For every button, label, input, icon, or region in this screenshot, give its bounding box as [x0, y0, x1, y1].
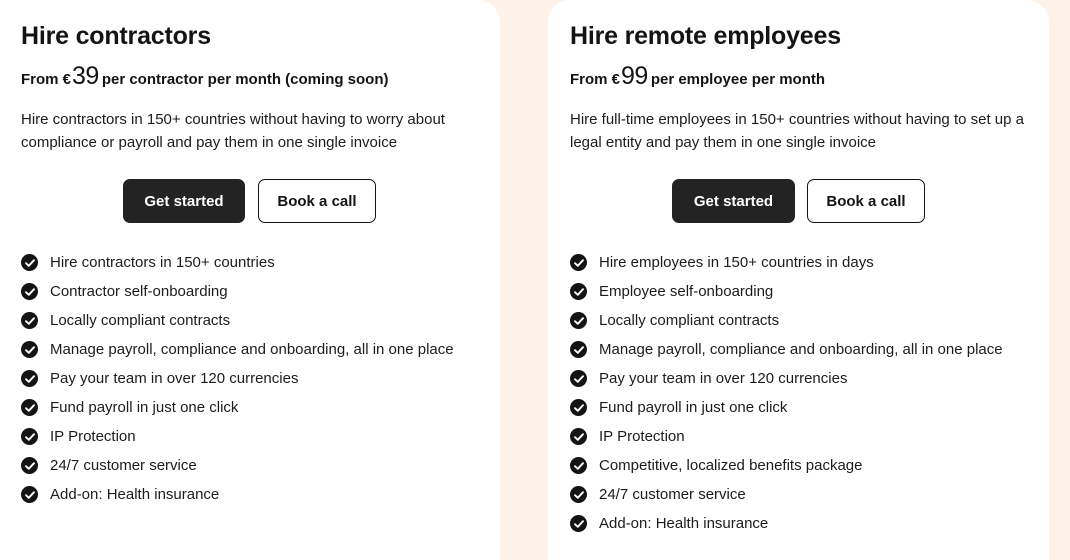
- price-prefix: From €: [21, 71, 72, 88]
- feature-label: Manage payroll, compliance and onboarding, all in one place: [50, 341, 454, 358]
- check-circle-icon: [570, 283, 587, 300]
- feature-label: Hire employees in 150+ countries in days: [599, 254, 874, 271]
- feature-label: Pay your team in over 120 currencies: [50, 370, 299, 387]
- check-circle-icon: [570, 486, 587, 503]
- feature-item: [21, 306, 454, 335]
- check-circle-icon: [21, 457, 38, 474]
- feature-item: [21, 248, 454, 277]
- feature-label: Manage payroll, compliance and onboarding, all in one place: [599, 341, 1003, 358]
- feature-label: IP Protection: [599, 428, 685, 445]
- get-started-button[interactable]: Get started: [123, 179, 245, 223]
- feature-item: [570, 422, 1003, 451]
- price-suffix: per employee per month: [650, 71, 826, 88]
- plan-description: Hire contractors in 150+ countries without having to worry about compliance or payroll and pay them in one single invoice: [21, 111, 445, 151]
- check-circle-icon: [21, 370, 38, 387]
- feature-label: Add-on: Health insurance: [599, 515, 769, 532]
- check-circle-icon: [570, 312, 587, 329]
- feature-label: Fund payroll in just one click: [50, 399, 239, 416]
- feature-label: 24/7 customer service: [599, 486, 746, 503]
- feature-label: Hire contractors in 150+ countries: [50, 254, 275, 271]
- feature-list: [570, 248, 1003, 538]
- check-circle-icon: [21, 428, 38, 445]
- plan-price: [570, 62, 825, 91]
- feature-item: [21, 451, 454, 480]
- feature-label: Pay your team in over 120 currencies: [599, 370, 848, 387]
- plan-card-employees: [548, 0, 1049, 560]
- feature-item: [21, 364, 454, 393]
- check-circle-icon: [21, 486, 38, 503]
- feature-item: [570, 306, 1003, 335]
- check-circle-icon: [570, 457, 587, 474]
- feature-item: [570, 393, 1003, 422]
- get-started-button[interactable]: Get started: [672, 179, 795, 223]
- check-circle-icon: [21, 399, 38, 416]
- check-circle-icon: [21, 283, 38, 300]
- feature-label: IP Protection: [50, 428, 136, 445]
- plan-title: Hire contractors: [21, 22, 211, 50]
- feature-label: Contractor self-onboarding: [50, 283, 228, 300]
- feature-item: [570, 248, 1003, 277]
- price-suffix: per contractor per month (coming soon): [101, 71, 389, 88]
- plan-price: [21, 62, 389, 91]
- feature-item: [570, 509, 1003, 538]
- feature-item: [570, 480, 1003, 509]
- feature-item: [21, 480, 454, 509]
- feature-item: [570, 451, 1003, 480]
- feature-list: [21, 248, 454, 509]
- price-amount: 99: [621, 62, 648, 90]
- plan-card-contractors: [0, 0, 500, 560]
- feature-item: [570, 335, 1003, 364]
- book-a-call-button[interactable]: Book a call: [258, 179, 376, 223]
- feature-item: [21, 335, 454, 364]
- feature-label: Add-on: Health insurance: [50, 486, 220, 503]
- check-circle-icon: [570, 254, 587, 271]
- feature-item: [21, 277, 454, 306]
- check-circle-icon: [570, 399, 587, 416]
- feature-label: Locally compliant contracts: [50, 312, 231, 329]
- plan-description: Hire full-time employees in 150+ countries without having to set up a legal entity and pay them in one single invoice: [570, 111, 1024, 151]
- feature-item: [570, 277, 1003, 306]
- feature-label: 24/7 customer service: [50, 457, 197, 474]
- book-a-call-button[interactable]: Book a call: [807, 179, 925, 223]
- check-circle-icon: [21, 341, 38, 358]
- feature-item: [21, 393, 454, 422]
- check-circle-icon: [570, 341, 587, 358]
- feature-item: [21, 422, 454, 451]
- feature-label: Competitive, localized benefits package: [599, 457, 863, 474]
- price-amount: 39: [72, 62, 99, 90]
- feature-label: Fund payroll in just one click: [599, 399, 788, 416]
- feature-item: [570, 364, 1003, 393]
- feature-label: Locally compliant contracts: [599, 312, 780, 329]
- check-circle-icon: [21, 312, 38, 329]
- check-circle-icon: [570, 428, 587, 445]
- check-circle-icon: [570, 515, 587, 532]
- check-circle-icon: [570, 370, 587, 387]
- price-prefix: From €: [570, 71, 621, 88]
- plan-title: Hire remote employees: [570, 22, 841, 50]
- feature-label: Employee self-onboarding: [599, 283, 774, 300]
- check-circle-icon: [21, 254, 38, 271]
